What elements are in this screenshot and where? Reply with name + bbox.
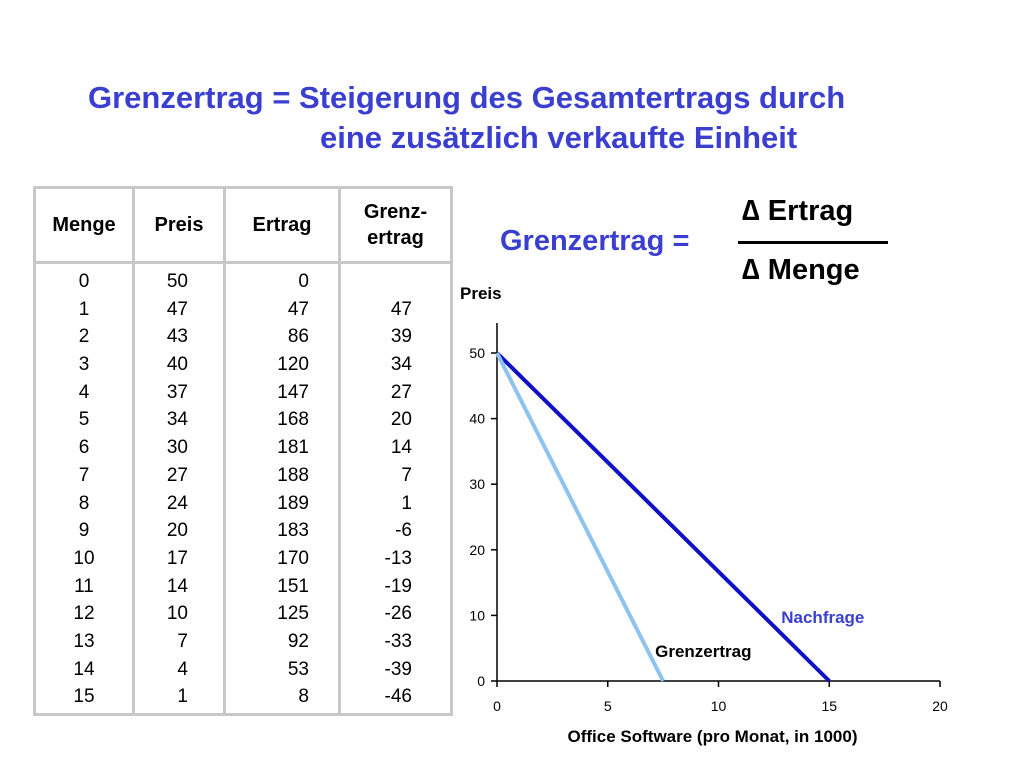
menge-cell: 15 xyxy=(73,686,95,708)
nachfrage-label: Nachfrage xyxy=(781,608,865,627)
ertrag-cell: 183 xyxy=(277,520,309,542)
x-tick-label: 15 xyxy=(821,698,838,714)
menge-cell: 9 xyxy=(78,520,90,542)
title-line-1: Grenzertrag = Steigerung des Gesamtertrags durch xyxy=(88,80,846,115)
preis-cell: 1 xyxy=(177,686,188,708)
header-grenzertrag xyxy=(340,188,452,263)
y-tick-label: 0 xyxy=(477,673,485,689)
x-tick-label: 20 xyxy=(932,698,948,714)
y-tick-label: 20 xyxy=(469,541,485,558)
y-tick-label: 40 xyxy=(469,410,485,427)
column-grenzertrag xyxy=(340,263,452,715)
preis-cell: 47 xyxy=(166,298,188,320)
grenzertrag-cell: -39 xyxy=(384,658,412,680)
y-axis-label: Preis xyxy=(460,284,502,303)
column-ertrag xyxy=(225,263,340,715)
column-preis xyxy=(134,263,225,715)
preis-cell: 7 xyxy=(177,630,188,652)
grenzertrag-label: Grenzertrag xyxy=(655,642,752,661)
preis-cell: 27 xyxy=(166,464,188,486)
ertrag-cell: 86 xyxy=(287,326,309,348)
menge-cell: 10 xyxy=(73,547,95,569)
ertrag-cell: 189 xyxy=(277,492,309,514)
grenzertrag-cell: 7 xyxy=(401,464,412,486)
y-tick-label: 30 xyxy=(469,476,485,493)
menge-cell: 7 xyxy=(78,464,90,486)
ertrag-cell: 92 xyxy=(287,630,309,652)
preis-cell: 40 xyxy=(166,354,188,376)
header-grenz-line2: ertrag xyxy=(367,227,424,249)
ertrag-cell: 0 xyxy=(298,271,309,292)
grenzertrag-cell: 27 xyxy=(390,381,412,403)
header-grenz-line1: Grenz- xyxy=(363,201,428,223)
grenzertrag-cell: -33 xyxy=(384,630,412,652)
price-chart xyxy=(450,270,980,750)
menge-cell: 1 xyxy=(78,298,90,320)
menge-cell: 8 xyxy=(78,492,90,514)
preis-cell: 50 xyxy=(166,271,188,292)
formula-denominator: ∆ Menge xyxy=(742,254,860,286)
menge-cell: 3 xyxy=(78,354,90,376)
preis-cell: 10 xyxy=(166,603,188,625)
menge-cell: 4 xyxy=(78,381,90,403)
menge-cell: 6 xyxy=(78,437,90,459)
menge-cell: 0 xyxy=(78,271,90,292)
preis-cell: 30 xyxy=(166,437,188,459)
preis-cell: 17 xyxy=(166,547,188,569)
preis-cell: 37 xyxy=(166,381,188,403)
title-line-2: eine zusätzlich verkaufte Einheit xyxy=(320,120,798,155)
ertrag-cell: 168 xyxy=(277,409,309,431)
ertrag-cell: 188 xyxy=(277,464,309,486)
menge-cell: 14 xyxy=(73,658,95,680)
formula-label: Grenzertrag = xyxy=(500,225,690,257)
grenzertrag-cell: 20 xyxy=(390,409,412,431)
grenzertrag-cell: 47 xyxy=(390,298,412,320)
menge-cell: 2 xyxy=(78,326,90,348)
preis-cell: 24 xyxy=(166,492,188,514)
menge-cell: 11 xyxy=(74,575,94,597)
ertrag-cell: 147 xyxy=(277,381,309,403)
y-tick-label: 10 xyxy=(469,607,485,624)
x-tick-label: 0 xyxy=(493,698,501,714)
ertrag-cell: 8 xyxy=(298,686,309,708)
x-axis-label: Office Software (pro Monat, in 1000) xyxy=(567,727,858,746)
ertrag-cell: 181 xyxy=(277,437,309,459)
grenzertrag-cell: 1 xyxy=(401,492,412,514)
ertrag-cell: 120 xyxy=(277,354,309,376)
ertrag-cell: 53 xyxy=(287,658,309,680)
grenzertrag-cell: -6 xyxy=(395,520,412,542)
ertrag-cell: 125 xyxy=(277,603,309,625)
ertrag-cell: 151 xyxy=(277,575,309,597)
x-tick-label: 10 xyxy=(710,698,727,714)
preis-cell: 34 xyxy=(166,409,188,431)
ertrag-cell: 47 xyxy=(287,298,309,320)
menge-cell: 12 xyxy=(73,603,95,625)
grenzertrag-cell: -26 xyxy=(384,603,412,625)
grenzertrag-table xyxy=(33,186,450,716)
formula-numerator: ∆ Ertrag xyxy=(742,195,854,227)
grenzertrag-cell: -19 xyxy=(384,575,412,597)
menge-cell: 13 xyxy=(73,630,95,652)
header-menge: Menge xyxy=(35,188,134,263)
nachfrage-line xyxy=(497,353,829,681)
header-ertrag: Ertrag xyxy=(225,188,340,263)
preis-cell: 4 xyxy=(177,658,188,680)
formula-fraction-bar xyxy=(738,241,888,244)
header-preis: Preis xyxy=(134,188,225,263)
grenzertrag-cell: 14 xyxy=(390,437,412,459)
grenzertrag-cell: 39 xyxy=(390,326,412,348)
grenzertrag-cell: -13 xyxy=(384,547,412,569)
menge-cell: 5 xyxy=(78,409,90,431)
grenzertrag-line xyxy=(497,353,663,681)
x-tick-label: 5 xyxy=(603,698,612,714)
preis-cell: 43 xyxy=(166,326,188,348)
ertrag-cell: 170 xyxy=(277,547,309,569)
preis-cell: 14 xyxy=(166,575,188,597)
grenzertrag-cell: -46 xyxy=(384,686,412,708)
preis-cell: 20 xyxy=(166,520,188,542)
column-menge xyxy=(35,263,134,715)
grenzertrag-cell: 34 xyxy=(390,354,412,376)
y-tick-label: 50 xyxy=(469,345,485,361)
